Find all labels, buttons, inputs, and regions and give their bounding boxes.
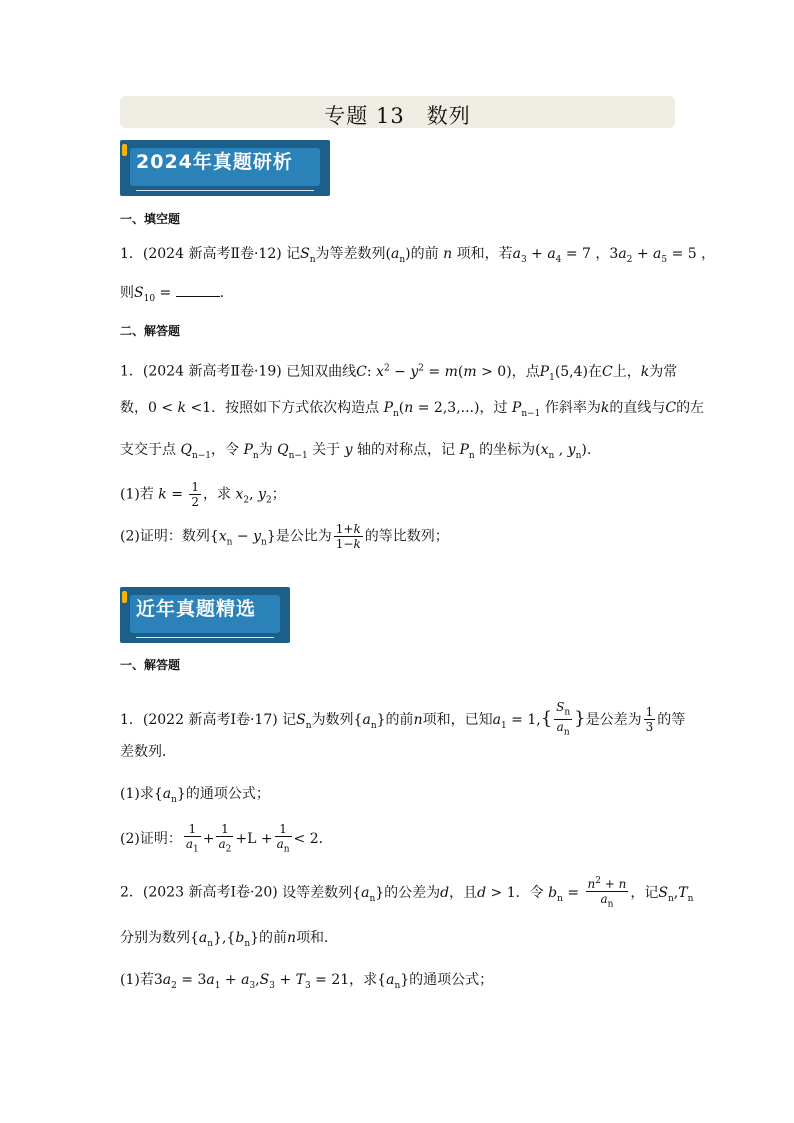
banner-tab-marker: [122, 144, 127, 156]
section-heading-answer-recent: 一、解答题: [120, 658, 181, 672]
question-recent-2-line2: 分别为数列$\{a_n\},\{b_n\}$的前n项和．: [120, 930, 339, 949]
question-recent-1-part1: (1)求$\{a_n\}$的通项公式；: [120, 786, 270, 805]
banner-tab-marker: [122, 591, 127, 603]
question-label: 2．(2023 新高考Ⅰ卷·20): [120, 884, 278, 901]
title-bar: [120, 96, 675, 128]
page-title: 专题 13 数列: [324, 104, 471, 128]
banner-underline: [136, 190, 314, 191]
question-recent-1-line2: 差数列．: [120, 744, 176, 760]
banner-label: 近年真题精选: [136, 598, 257, 620]
banner-label: 2024年真题研析: [136, 151, 293, 173]
question-answer-1-line2: 数，0 < k <1．按照如下方式依次构造点 $P_n(n = 2,3,...)$，过 $P_{n-1}$ 作斜率为k的直线与C的左: [120, 400, 705, 419]
question-label: 1．(2024 新高考Ⅱ卷·12): [120, 246, 282, 262]
question-answer-1-part1: (1)若 k = $\frac{1}{2}$ ，求 $x_2$, $y_2$；: [120, 480, 286, 509]
question-recent-2-line1: 2．(2023 新高考Ⅰ卷·20) 设等差数列$\{a_n\}$的公差为d，且d > 1．令 $b_n$ = $\frac{n^2 + n}{a_n}$ ，记$S_n,T_n$: [120, 876, 694, 910]
question-text: 记$S_n$为等差数列$(a_n)$的前 n 项和，若$a_3 + a_4 = 7$ ，$3a_2 + a_5 = 5$ ，: [286, 246, 716, 265]
question-answer-1-line3: 支交于点 $Q_{n-1}$，令 $P_n$为 $Q_{n-1}$ 关于 y 轴的对称点，记 $P_n$ 的坐标为($x_n$ , $y_n$).: [120, 442, 592, 461]
question-recent-1-part2: (2)证明： $\frac{1}{a_1}$ + $\frac{1}{a_2}$ +L + $\frac{1}{a_n}$ < 2．: [120, 822, 333, 855]
question-answer-1-line1: 1．(2024 新高考Ⅱ卷·19) 已知双曲线C: $x^2 - y^2 = m(m > 0)$，点$P_1(5,4)$在C上，k为常: [120, 363, 678, 383]
section-banner-2024: [120, 140, 330, 196]
question-recent-1-line1: 1．(2022 新高考Ⅰ卷·17) 记$S_n$为数列$\{a_n\}$的前n项和，已知$a_1 = 1$,{ $\frac{S_n}{a_n}$ }是公差为 $\frac{1}{3}$ 的等: [120, 700, 686, 738]
question-label: 1．(2024 新高考Ⅱ卷·19): [120, 363, 282, 380]
question-fill-1-line2: 则$S_{10}$ = .: [120, 282, 224, 309]
question-fill-1-line1: [120, 244, 715, 270]
section-banner-recent: [120, 587, 290, 643]
banner-underline: [136, 637, 274, 638]
section-heading-fill: 一、填空题: [120, 212, 181, 226]
question-recent-2-part1: (1)若$3a_2 = 3a_1 + a_3,S_3 + T_3 = 21$，求$\{a_n\}$的通项公式；: [120, 972, 494, 991]
section-heading-answer: 二、解答题: [120, 324, 181, 338]
question-label: 1．(2022 新高考Ⅰ卷·17): [120, 711, 278, 728]
answer-blank[interactable]: [176, 282, 220, 297]
question-answer-1-part2: (2)证明：数列$\{x_n - y_n\}$是公比为 $\frac{1+k}{1-k}$ 的等比数列；: [120, 522, 449, 551]
